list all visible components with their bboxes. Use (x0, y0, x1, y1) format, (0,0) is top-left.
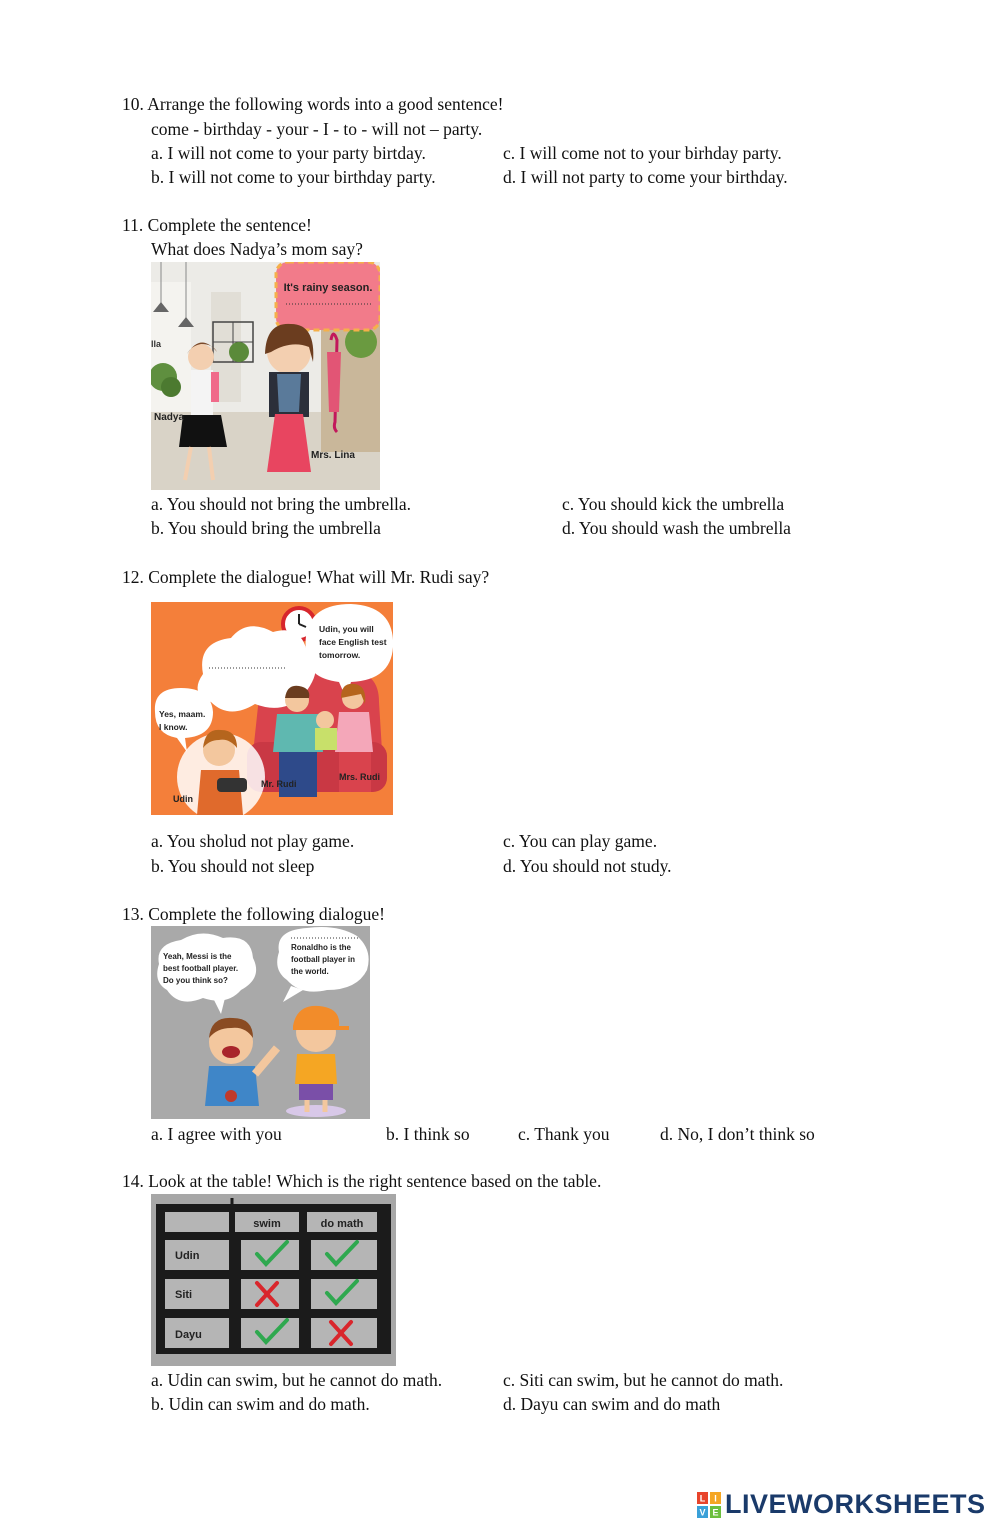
q11-option-d[interactable]: d. You should wash the umbrella (562, 518, 791, 538)
q12-bubble-line-1: Udin, you will (319, 624, 374, 634)
q10-option-b[interactable]: b. I will not come to your birthday party. (151, 167, 436, 187)
q14-header-swim: swim (253, 1218, 281, 1230)
q12-label-mrs-rudi: Mrs. Rudi (339, 772, 381, 782)
q10-stem: 10. Arrange the following words into a good sentence! (122, 94, 504, 114)
q12-label-mr-rudi: Mr. Rudi (261, 779, 297, 789)
q14-row-udin: Udin (175, 1250, 200, 1262)
q12-bubble-line-3: tomorrow. (319, 650, 361, 660)
q14-header-math: do math (320, 1218, 364, 1230)
q14-row-siti: Siti (175, 1289, 193, 1301)
q13-option-d[interactable]: d. No, I don’t think so (660, 1124, 815, 1144)
q13-option-c[interactable]: c. Thank you (518, 1124, 610, 1144)
q10-option-d[interactable]: d. I will not party to come your birthday. (503, 167, 788, 187)
q13-left-bubble-1: Yeah, Messi is the (163, 952, 232, 961)
q10-option-c[interactable]: c. I will come not to your birhday party. (503, 143, 782, 163)
q12-option-a[interactable]: a. You sholud not play game. (151, 831, 355, 851)
q13-left-bubble-2: best football player. (163, 964, 239, 973)
q11-side-text: lla (151, 339, 162, 349)
svg-text:I: I (714, 1493, 717, 1503)
q13-right-bubble-3: the world. (291, 967, 329, 976)
svg-text:V: V (699, 1507, 706, 1517)
q11-option-a[interactable]: a. You should not bring the umbrella. (151, 494, 412, 514)
q11-label-mrs-lina: Mrs. Lina (311, 450, 355, 461)
q14-option-d[interactable]: d. Dayu can swim and do math (503, 1394, 721, 1414)
q13-illustration (151, 926, 370, 1119)
q11-stem: 11. Complete the sentence! (122, 215, 312, 235)
q13-right-bubble-1: Ronaldho is the (291, 943, 351, 952)
q14-option-c[interactable]: c. Siti can swim, but he cannot do math. (503, 1370, 784, 1390)
q12-reply-line-2: I know. (159, 722, 188, 732)
q14-ability-table (151, 1194, 396, 1366)
q12-reply-line-1: Yes, maam. (159, 709, 206, 719)
q11-prompt: What does Nadya’s mom say? (151, 239, 363, 259)
svg-text:E: E (712, 1507, 719, 1517)
q13-stem: 13. Complete the following dialogue! (122, 904, 385, 924)
q13-left-bubble-3: Do you think so? (163, 976, 228, 985)
q13-option-b[interactable]: b. I think so (386, 1124, 470, 1144)
q14-stem: 14. Look at the table! Which is the right sentence based on the table. (122, 1171, 602, 1191)
q13-right-bubble-2: football player in (291, 955, 356, 964)
q12-bubble-line-2: face English test (319, 637, 387, 647)
q11-label-nadya: Nadya (154, 412, 185, 423)
q11-option-b[interactable]: b. You should bring the umbrella (151, 518, 381, 538)
q10-option-a[interactable]: a. I will not come to your party birtday. (151, 143, 426, 163)
q14-option-a[interactable]: a. Udin can swim, but he cannot do math. (151, 1370, 443, 1390)
svg-text:It's rainy season. (284, 282, 373, 294)
q11-bubble-text: It's rainy season. (283, 282, 373, 294)
q10-words: come - birthday - your - I - to - will not – party. (151, 119, 483, 139)
q12-option-c[interactable]: c. You can play game. (503, 831, 658, 851)
q12-option-d[interactable]: d. You should not study. (503, 856, 672, 876)
q12-option-b[interactable]: b. You should not sleep (151, 856, 315, 876)
liveworksheets-logo-text: LIVEWORKSHEETS (725, 1489, 986, 1519)
q12-illustration (151, 602, 393, 815)
svg-text:L: L (699, 1493, 706, 1503)
q12-label-udin: Udin (173, 794, 193, 804)
liveworksheets-logo (697, 1489, 986, 1520)
q14-option-b[interactable]: b. Udin can swim and do math. (151, 1394, 370, 1414)
liveworksheets-logo-icon (697, 1492, 721, 1518)
q14-row-dayu: Dayu (175, 1329, 202, 1341)
q12-stem: 12. Complete the dialogue! What will Mr. Rudi say? (122, 567, 490, 587)
q11-illustration (151, 262, 380, 490)
q13-option-a[interactable]: a. I agree with you (151, 1124, 282, 1144)
q11-option-c[interactable]: c. You should kick the umbrella (562, 494, 785, 514)
